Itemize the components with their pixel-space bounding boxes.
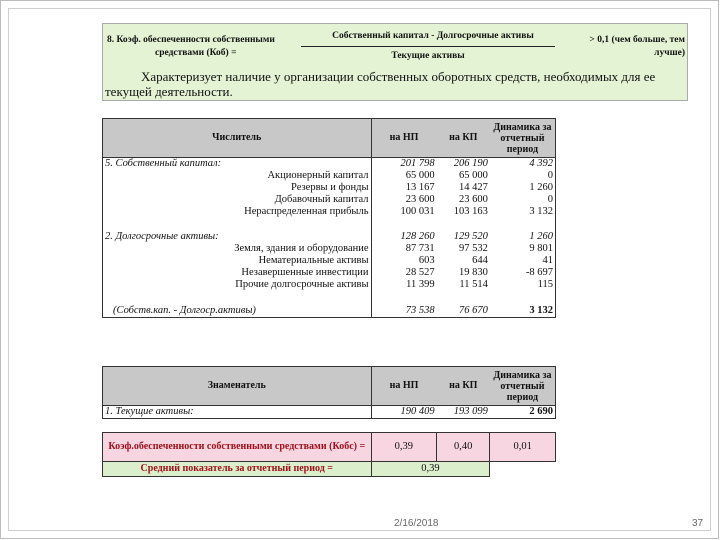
equity-item-np: 65 000 [371, 170, 437, 182]
formula-denominator: Текущие активы [391, 51, 465, 61]
equity-kp: 206 190 [437, 158, 490, 171]
equity-label: 5. Собственный капитал: [103, 158, 372, 171]
table-row [103, 170, 556, 182]
denominator-header-row [103, 367, 556, 406]
longterm-item-np: 28 527 [371, 267, 437, 279]
numerator-table [102, 118, 556, 318]
formula-box [102, 23, 688, 101]
equity-item-np: 100 031 [371, 206, 437, 218]
coefficient-row [103, 433, 556, 462]
longterm-row [103, 231, 556, 243]
difference-kp: 76 670 [437, 305, 490, 318]
equity-item-kp: 65 000 [459, 170, 488, 181]
result-table [102, 432, 556, 477]
difference-dyn: 3 132 [490, 305, 556, 318]
denominator-header-label: Знаменатель [103, 367, 372, 406]
longterm-item-np: 87 731 [371, 243, 437, 255]
spacer-row [103, 291, 556, 305]
formula-name [107, 34, 275, 60]
numerator-header-np: на НП [371, 119, 437, 158]
equity-dyn: 4 392 [490, 158, 556, 171]
denominator-header-dynamics: Динамика за отчетный период [490, 367, 556, 406]
longterm-item-label: Нематериальные активы [103, 255, 372, 267]
current-assets-row [103, 406, 556, 419]
table-row [103, 279, 556, 291]
table-row [103, 194, 556, 206]
current-assets-np: 190 409 [371, 406, 437, 419]
table-row [103, 243, 556, 255]
denominator-header-np: на НП [371, 367, 437, 406]
fraction-line [301, 46, 555, 47]
longterm-dyn: 1 260 [490, 231, 556, 243]
table-row [103, 255, 556, 267]
equity-item-kp: 23 600 [459, 194, 488, 205]
slide-number: 37 [692, 518, 704, 529]
equity-item-label: Акционерный капитал [103, 170, 372, 182]
coefficient-label: Коэф.обеспеченности собственными средствами (Кобс) = [103, 433, 372, 462]
slide-date: 2/16/2018 [394, 518, 439, 529]
spacer-row [103, 218, 556, 231]
equity-row [103, 158, 556, 171]
table-row [103, 182, 556, 194]
longterm-kp: 129 520 [453, 231, 488, 242]
longterm-item-np: 11 399 [371, 279, 437, 291]
difference-np: 73 538 [371, 305, 437, 318]
numerator-header-label: Числитель [103, 119, 372, 158]
average-label: Средний показатель за отчетный период = [103, 462, 372, 477]
equity-item-label: Нераспределенная прибыль [103, 206, 372, 218]
formula-name-line1: 8. Коэф. обеспеченности собственными [107, 35, 275, 45]
table-row [103, 267, 556, 279]
longterm-item-np: 603 [371, 255, 437, 267]
numerator-header-dynamics: Динамика за отчетный период [490, 119, 556, 158]
equity-np: 201 798 [371, 158, 437, 171]
average-row [103, 462, 556, 477]
longterm-np: 128 260 [371, 231, 437, 243]
equity-item-label: Резервы и фонды [103, 182, 372, 194]
longterm-item-dyn: 41 [490, 255, 556, 267]
current-assets-kp: 193 099 [437, 406, 490, 419]
denominator-table [102, 366, 556, 419]
equity-item-label: Добавочный капитал [103, 194, 372, 206]
coefficient-dyn: 0,01 [490, 433, 556, 462]
numerator-header-row [103, 119, 556, 158]
longterm-item-label: Земля, здания и оборудование [103, 243, 372, 255]
longterm-label: 2. Долгосрочные активы: [103, 231, 372, 243]
longterm-item-dyn: 115 [490, 279, 556, 291]
coefficient-np: 0,39 [371, 433, 437, 462]
equity-item-kp: 103 163 [453, 206, 488, 217]
longterm-item-dyn: -8 697 [490, 267, 556, 279]
difference-label: (Собств.кап. - Долгоср.активы) [103, 305, 372, 318]
formula-name-line2: средствами (Коб) = [155, 48, 237, 58]
formula-numerator: Собственный капитал - Долгосрочные активы [332, 31, 534, 41]
table-row [103, 206, 556, 218]
formula-condition: > 0,1 (чем больше, тем лучше) [589, 35, 685, 58]
denominator-header-kp: на КП [437, 367, 490, 406]
numerator-header-kp: на КП [437, 119, 490, 158]
equity-item-dyn: 0 [490, 170, 556, 182]
current-assets-dyn: 2 690 [490, 406, 556, 419]
equity-item-dyn: 1 260 [490, 182, 556, 194]
longterm-item-kp: 97 532 [459, 243, 488, 254]
difference-row [103, 305, 556, 318]
coefficient-kp: 0,40 [437, 433, 490, 462]
average-value: 0,39 [371, 462, 490, 477]
longterm-item-dyn: 9 801 [490, 243, 556, 255]
formula-description: Характеризует наличие у организации собственных оборотных средств, необходимых для ее текущей деятельности. [105, 69, 656, 99]
longterm-item-label: Прочие долгосрочные активы [103, 279, 372, 291]
longterm-item-kp: 644 [472, 255, 488, 266]
longterm-item-kp: 11 514 [459, 279, 488, 290]
equity-item-np: 13 167 [371, 182, 437, 194]
longterm-item-kp: 19 830 [459, 267, 488, 278]
equity-item-np: 23 600 [371, 194, 437, 206]
equity-item-kp: 14 427 [459, 182, 488, 193]
equity-item-dyn: 0 [490, 194, 556, 206]
longterm-item-label: Незавершенные инвестиции [103, 267, 372, 279]
equity-item-dyn: 3 132 [490, 206, 556, 218]
current-assets-label: 1. Текущие активы: [103, 406, 372, 419]
